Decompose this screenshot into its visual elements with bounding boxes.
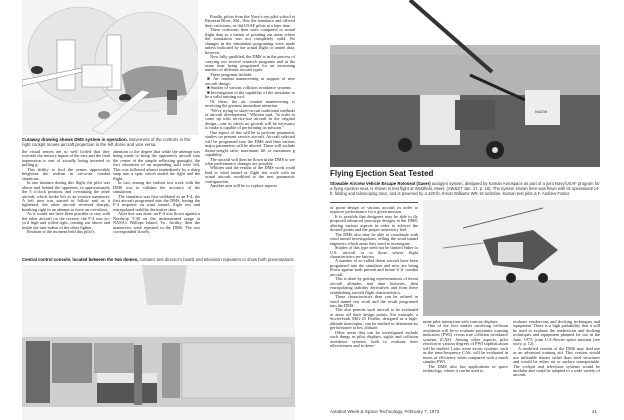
figure-caption-cutaway <box>22 137 198 147</box>
bullet-item: ■ Studies of various collision avoidance systems. <box>207 85 292 91</box>
paragraph: This also permits such aircraft to be evaluated at areas off their design points. For example, a Soviet-built MiG-25 Foxbat, designed as a high-altitude interceptor, can be studied to determine its performance at low altitude. <box>330 307 418 331</box>
caption-lead: Central control console, located between the two domes, <box>22 257 139 262</box>
caption-text: autogyro system, designed by Kaman Aerospace as part of a joint Navy/USAF program for a flying ejection seat, is shown in test flight at Westfield, Mass. (AW&ST Jan. 17, p. 18). The system shown here was flown with its operational 14-ft. folding and telescoping rotor, and is powered by a 420-lb.-thrust Williams WR-19 turbofan. Kaman test pilot is F. Andrew Foster. <box>330 181 600 196</box>
paragraph: The simulator was first validated as an F-4, the first aircraft programed into the DMS, basing the F-4 response on wind tunnel, flight test and extrapolated stability derivative data. <box>113 193 200 212</box>
caption-lead: Cutaway drawing shows DMS system in operation. <box>22 137 128 142</box>
paragraph: This ability to fool the senses appreciably heightens the realism in air-to-air combat situations. <box>22 166 110 181</box>
article-column-2 <box>113 150 200 235</box>
paragraph: "We're trying to short-circuit traditional methods of aircraft development," Whitten said, "in order to come up with service-use aircraft in the original design—one in which no growth will be necessary to make it capable of performing its mission." <box>205 107 295 131</box>
paragraph: It is possible that designers may be able to fly proposed advanced prototype designs in the DMS, altering various aspects in order to achieve the desired points and the proper sensitivity feel. <box>330 213 418 233</box>
paragraph: Other areas that can be investigated include such things as pilot displays, sights and collision avoidance systems, both to evaluate their effectiveness and to deter- <box>330 329 418 349</box>
paragraph: attention to the degree that while the attempt was being made to bring the opponent's aircraft into the center of the simple reflecting gunsight, the first vibrations of an impending stall were felt. This was followed almost immediately by a sharp snap into a spin, which ended the fight and the flight. <box>113 149 200 181</box>
paragraph: These criticisms then were compared to actual flight data as a means of pointing out areas where the simulation was not completely valid. No changes in the simulation programing were made unless indicated by the actual flight or tunnel data, however. <box>205 27 295 55</box>
divider-rule <box>330 202 418 203</box>
paragraph: The DMS also has applications in space technology, where it can be used to <box>423 363 508 373</box>
paragraph: In fact, among the earliest test work with the DMS was to validate the accuracy of the simulation. <box>113 180 200 195</box>
paragraph: Studies of this type need not be limited either to U.S. aircraft or to those whose flight characteristics are known. <box>330 245 418 259</box>
paragraph: Realism of the moment held this pilot's <box>27 229 95 235</box>
paragraph: Now fully qualified, the DMS is in the process of carrying out several research programs and at the same time being programed for an increasing number of different aircraft types. <box>205 54 295 73</box>
paragraph: A modified version of the DMS may find use as an advanced training aid. This version would use inflatable domes rather than steel structures and would be either air or surface transportable. The cockpit and television systems would be modular and could be adapted to a wide variety of aircraft. <box>513 345 600 378</box>
paragraph: evaluate rendezvous and docking techniques and equipment. There is a high probability that it will be used to evaluate the rendezvous and docking techniques and equipment planned for use in the June, 1975, joint U.S./Soviet space mission (see story, p. 12). <box>513 319 600 347</box>
paragraph: In one instance during this flight, the pilot was above and behind the opponent, in approximately the 5 o'clock position, and overtaking the other aircraft, which broke left as an evasive maneuver. A left turn was started to follow and as it tightened, the other aircraft reversed sharply, breaking right in an attempt to force an overshoot. <box>22 180 110 212</box>
paragraph: The DMS also may be able to coordinate with wind tunnel investigations, telling the wind tunnel engineers which areas they need to investigate. <box>330 231 418 246</box>
rotor-blade <box>400 0 520 80</box>
paragraph: As it would not have been possible to stay with the other aircraft on the reverse, the F-4 was yo-yo'd high and rolled right, coming out above and inside the turn radius of the other fighter. <box>22 211 110 230</box>
caption-text: contains test director's board and television repeaters to show both presentations. <box>139 257 295 262</box>
cutaway-drawing <box>22 0 198 135</box>
paragraph: The aircraft will then be flown in the DMS to see what performance changes are possible. <box>205 156 295 166</box>
caption-lead: Stowable Aircrew Vehicle Escape Rotoseat (Saver) <box>330 181 431 186</box>
page-number: 41 <box>592 409 598 414</box>
article-column-1 <box>22 150 110 235</box>
paragraph: This is done by getting representations of threat aircraft altitudes and time histories, then extrapolating stability derivatives and from these establishing aircraft flight characteristics. <box>330 276 418 295</box>
tail-marking: N4298 <box>535 109 547 114</box>
paragraph: One of the first studies involving collision avoidance will be to evaluate proximity warning indicators (PWI) versus true collision avoidance systems (CAS). Among other aspects, pilot reaction to various degrees of PWI sophistication will be studied. Later, more exotic systems, such as the time/frequency CAS, will be evaluated in terms of efficiency when compared with a much simpler PWI. <box>423 323 508 365</box>
bullet-item: ■ Investigation of the capability of the simulator to be a valid training tool. <box>205 89 295 100</box>
caption-text: Movement of the controls in the right cockpit moves aircraft projection in the left dome and vice versa. <box>22 137 191 147</box>
paragraph: Whitten said the results of the DMS work could lead to wind tunnel or flight test work with an actual aircraft, modified to the new parametric configuration. <box>205 165 295 184</box>
cutaway-illustration <box>22 0 198 135</box>
figure-caption-autogyro <box>330 181 600 196</box>
paragraph: Another area will be to explore aspects <box>210 183 278 189</box>
bullet-item: ■ Air combat maneuvering in support of new aircraft design. <box>205 76 295 86</box>
autogyro-flight-illustration <box>423 200 600 316</box>
article-column-3 <box>205 15 295 189</box>
paragraph: Of these, the air combat maneuvering is receiving the greatest immediate attention. <box>205 98 295 109</box>
paragraph: mine pilot interaction with various displays. <box>423 319 499 324</box>
figure-caption-console <box>22 257 297 262</box>
paragraph: These characteristics then can be refined in wind tunnel test work and the result programed into the DMS. <box>330 294 418 308</box>
article-headline: Flying Ejection Seat Tested <box>330 169 434 178</box>
paragraph: Finally, pilots from the Navy's test pilot school at Patuxent River, Md., flew the simulator and offered their criticisms, as did USAF pilots at a later date. <box>205 14 295 28</box>
console-illustration <box>22 265 295 420</box>
footer-publication: Aviation Week & Space Technology, February 7, 1972 <box>330 409 440 414</box>
paragraph: These programs include: <box>210 71 253 77</box>
article-column-6 <box>513 320 600 378</box>
control-console-photo <box>22 265 295 420</box>
paragraph: One aspect of this will be to perform parametric studies on present service aircraft. Aircraft selected will be programed into the DMS and then various major parameters will be altered. These will include thrust-weight ratio, maximum lift or maximum g capability. <box>205 129 295 158</box>
paragraph: After this was done, an F-4 was flown against a Northrop T-38 on the instrumented range at NASA's Wallops Island, Va., facility, then the maneuvers were repeated in the DMS. The two corresponded closely. <box>113 211 200 235</box>
paragraph: the visual senses are so well fooled that they override the sensory inputs of the ears and the final impression is one of actually being inverted or pulling g. <box>22 149 110 168</box>
article-column-5 <box>423 320 508 373</box>
paragraph: of point design of various aircraft in order to improve performance for a given mission. <box>330 205 418 215</box>
paragraph: A number of so-called threat aircraft have been programed into the simulator and now are being flown against both present and future U.S. combat aircraft. <box>330 258 418 277</box>
autogyro-flight-photo <box>423 200 600 316</box>
article-column-4 <box>330 206 418 349</box>
